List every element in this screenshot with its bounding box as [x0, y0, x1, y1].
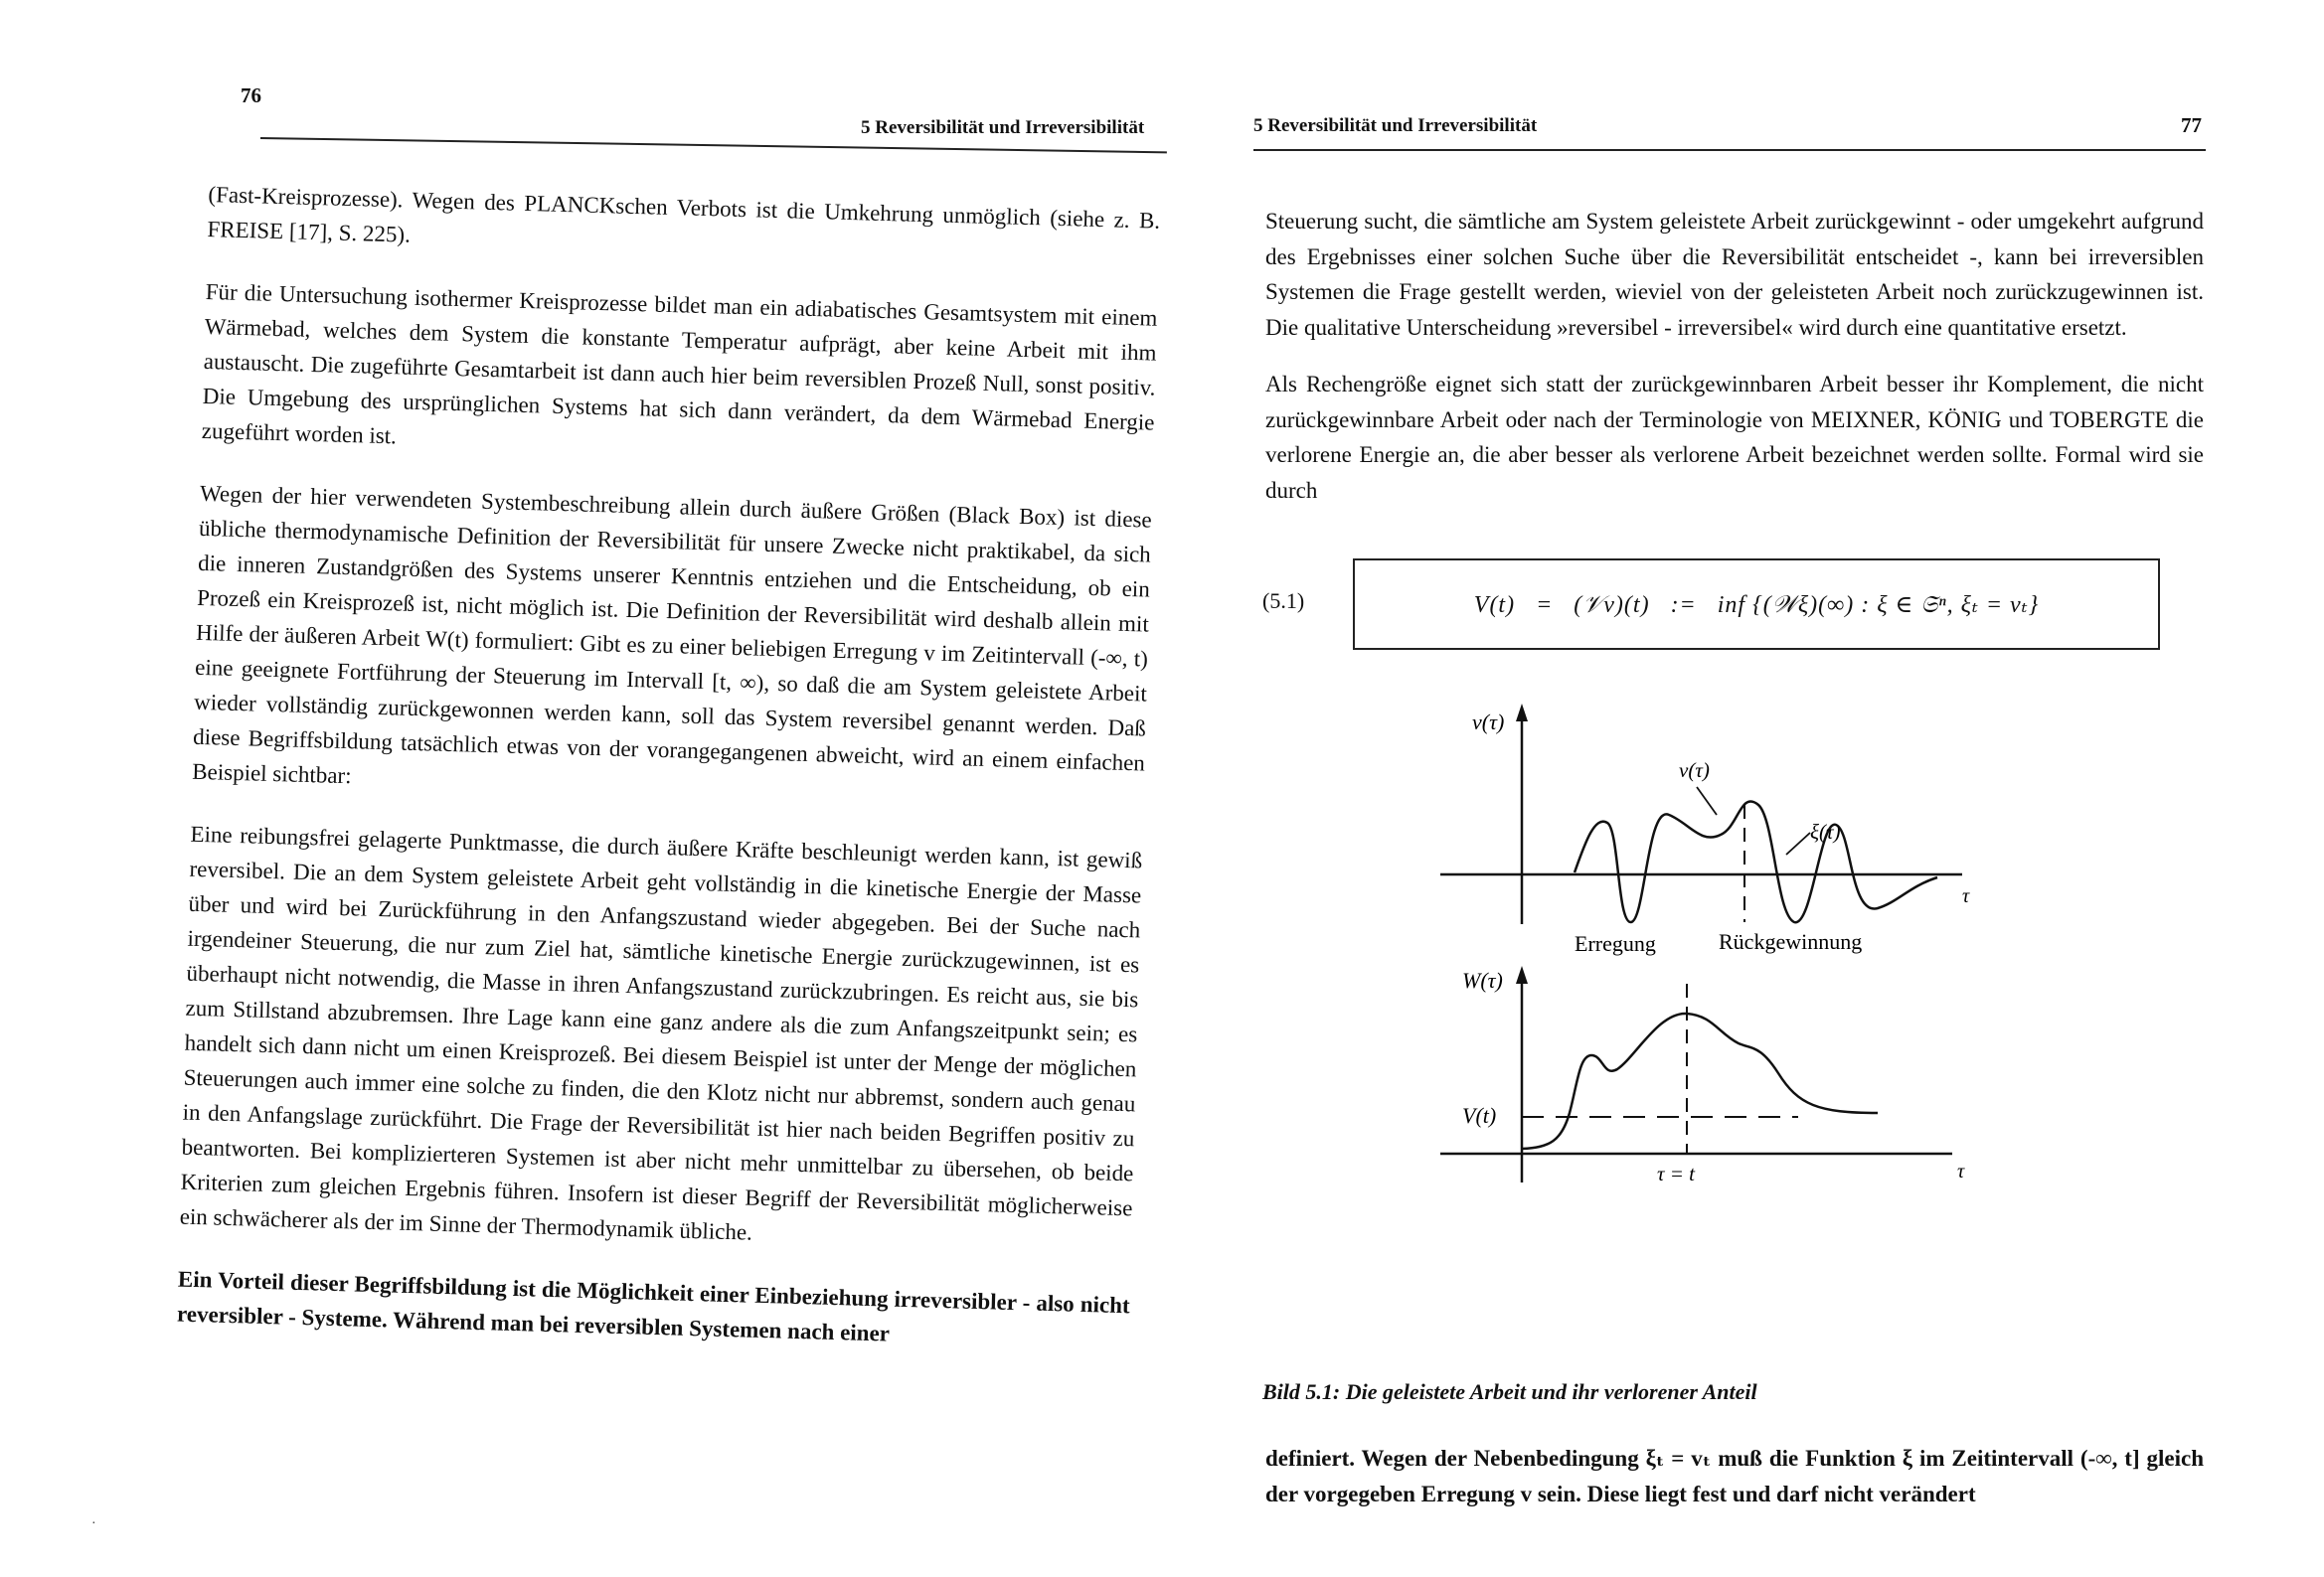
- bottom-y-arrow: [1516, 966, 1528, 984]
- bottom-y-label: W(τ): [1462, 968, 1503, 993]
- running-head-right: 5 Reversibilität und Irreversibilität: [1253, 115, 1538, 136]
- label-v-leader: [1697, 787, 1717, 815]
- label-v-tau: v(τ): [1679, 758, 1710, 782]
- equation-label: (5.1): [1262, 588, 1305, 613]
- right-page: [1162, 0, 2324, 1577]
- work-curve: [1522, 1014, 1878, 1149]
- page-number-left: 76: [241, 83, 261, 107]
- figure-5-1: [1242, 696, 2245, 1351]
- region-recovery: Rückgewinnung: [1719, 929, 1863, 954]
- label-xi-leader: [1786, 833, 1810, 855]
- paragraph: Als Rechengröße eignet sich statt der zurückgewinnbaren Arbeit besser ihr Komplement, die nicht zurückgewinnbare Arbeit oder nach der Terminologie von MEIXNER, KÖNIG und TOBERGTE die verlorene Energie an, die aber besser als verlorene Arbeit bezeichnet werden sollte. Formal wird sie durch: [1265, 372, 2204, 503]
- tick-label-t: τ = t: [1657, 1162, 1696, 1185]
- paragraph: Für die Untersuchung isothermer Kreisprozesse bildet man ein adiabatisches Gesamtsystem mit einem Wärmebad, welches dem System die konstante Temperatur aufprägt, aber keine Arbeit mit ihm austauscht. Die zugeführte Gesamtarbeit ist dann auch hier beim reversiblen Prozeß Null, sonst positiv. Die Umgebung des ursprünglichen Systems hat sich dann verändert, da dem Wärmebad Energie zugeführt worden ist.: [201, 278, 1158, 449]
- top-y-arrow: [1516, 704, 1528, 721]
- header-rule-right: [1253, 149, 2206, 151]
- top-x-label: τ: [1962, 885, 1970, 907]
- paragraph: Steuerung sucht, die sämtliche am System geleistete Arbeit zurückgewinnt - oder umgekehrt aufgrund des Ergebnisses einer solchen Suche über die Reversibilität entscheidet -, kann bei irreversiblen Systemen die Frage gestellt werden, wieviel von der geleisteten Arbeit noch zurückzugewinnen ist. Die qualitative Unterscheidung »reversibel - irreversibel« wird durch eine quantitative ersetzt.: [1265, 209, 2204, 340]
- label-xi-tau: ξ(τ): [1810, 820, 1841, 844]
- header-rule-left: [260, 137, 1167, 153]
- right-body-text-after: [1265, 1441, 2204, 1511]
- running-head-left: 5 Reversibilität und Irreversibilität: [861, 117, 1145, 138]
- paragraph: Wegen der hier verwendeten Systembeschreibung allein durch äußere Größen (Black Box) ist diese übliche thermodynamische Definition der Reversibilität für unsere Zwecke nicht praktikabel, da sich die inneren Zustandgrößen des Systems unserer Kenntnis entziehen und die Entscheidung, ob ein Prozeß ein Kreisprozeß ist, nicht möglich ist. Die Definition der Reversibilität wird deshalb allein mit Hilfe der äußeren Arbeit W(t) formuliert: Gibt es zu einer beliebigen Erregung v im Zeitintervall (-∞, t) eine geeignete Fortführung der Steuerung im Intervall [t, ∞), so daß die am System geleistete Arbeit wieder vollständig zurückgewonnen werden kann, soll das System reversibel genannt werden. Daß diese Begriffsbildung tatsächlich etwas von der vorangegangenen abweicht, wird an einem einfachen Beispiel sichtbar:: [191, 480, 1153, 789]
- equation-box: [1353, 558, 2160, 650]
- page-number-right: 77: [2181, 113, 2202, 137]
- figure-caption: Bild 5.1: Die geleistete Arbeit und ihr verlorener Anteil: [1262, 1379, 1757, 1404]
- bottom-x-label: τ: [1957, 1161, 1965, 1183]
- level-label: V(t): [1462, 1103, 1497, 1128]
- equation: V(t) = (𝒱v)(t) := inf {(𝒲ξ)(∞) : ξ ∈ 𝔖ⁿ, ξₜ = vₜ}: [1473, 591, 2040, 618]
- paragraph: Ein Vorteil dieser Begriffsbildung ist die Möglichkeit einer Einbeziehung irreversibler - also nicht reversibler - Systeme. Während man bei reversiblen Systemen nach einer: [176, 1266, 1130, 1346]
- right-body-text: [1265, 204, 2204, 530]
- paragraph: (Fast-Kreisprozesse). Wegen des PLANCKschen Verbots ist die Umkehrung unmöglich (siehe z. B. FREISE [17], S. 225).: [207, 181, 1161, 247]
- left-body-text: [176, 177, 1161, 1385]
- region-excitation: Erregung: [1575, 931, 1656, 956]
- paragraph: Eine reibungsfrei gelagerte Punktmasse, die durch äußere Kräfte beschleunigt werden kann, ist gewiß reversibel. Die an dem System geleistete Arbeit geht vollständig in die kinetische Energie der Masse über und wird bei Zurückführung in den Anfangszustand wieder abgegeben. Bei der Suche nach irgendeiner Steuerung, die nur zum Ziel hat, sämtliche kinetische Energie zurückzugewinnen, ist es überhaupt nicht notwendig, die Masse in ihren Anfangszustand zurückzubringen. Es reicht aus, sie bis zum Stillstand abzubremsen. Ihre Lage kann eine ganz andere als die zum Anfangszeitpunkt sein; es handelt sich dann nicht um einen Kreisprozeß. Bei diesem Beispiel ist unter der Menge der möglichen Steuerungen auch immer eine solche zu finden, die den Klotz nicht nur abbremst, sondern auch genau in den Anfangslage zurückführt. Die Frage der Reversibilität ist hier nach beiden Begriffen positiv zu beantworten. Bei komplizierteren Systemen ist aber nicht mehr unmittelbar zu übersehen, ob beide Kriterien zum gleichen Ergebnis führen. Insofern ist dieser Begriff der Reversibilität möglicherweise ein schwächerer als der im Sinne der Thermodynamik übliche.: [179, 821, 1143, 1245]
- top-y-label: v(τ): [1472, 710, 1505, 734]
- paragraph: definiert. Wegen der Nebenbedingung ξₜ = vₜ muß die Funktion ξ im Zeitintervall (-∞, t] gleich der vorgegeben Erregung v sein. Diese liegt fest und darf nicht verändert: [1265, 1446, 2204, 1506]
- excitation-curve: [1575, 801, 1937, 922]
- scan-speck: ·: [91, 1516, 96, 1531]
